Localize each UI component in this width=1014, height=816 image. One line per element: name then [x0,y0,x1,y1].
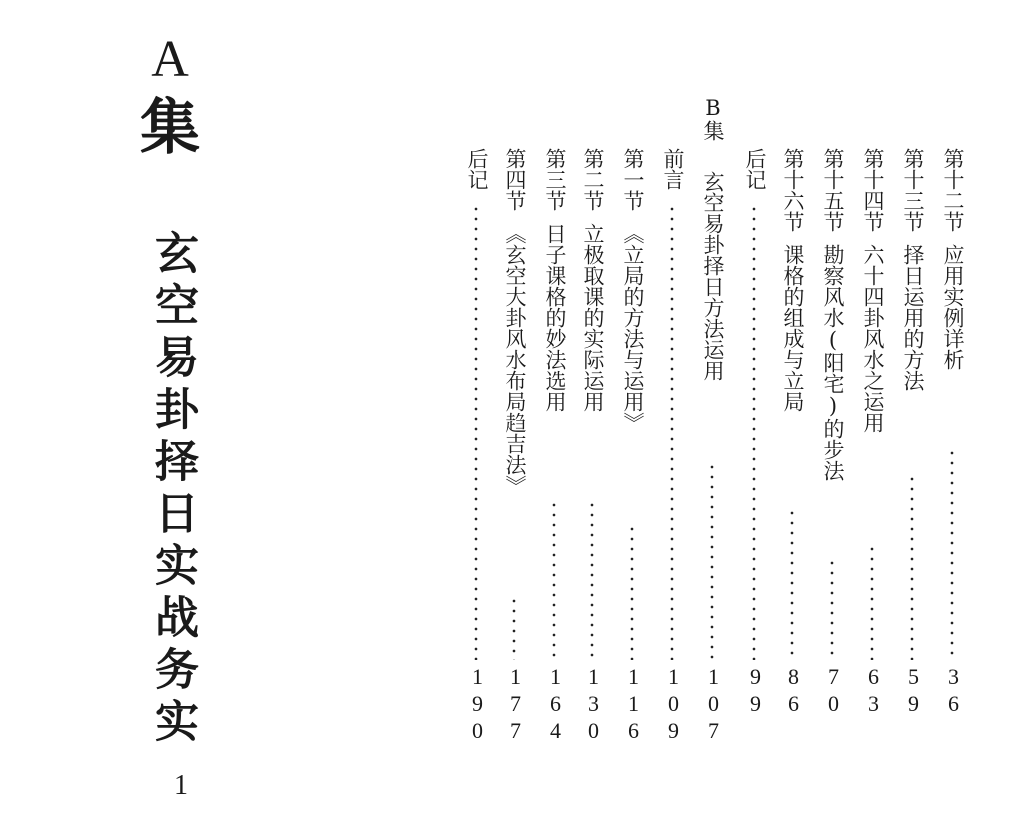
toc-page: 63 [861,664,886,718]
toc-entry [856,148,890,748]
toc-page: 107 [701,664,726,745]
toc-leader [670,204,674,660]
toc-title: 《立局的方法与运用》 [621,223,645,433]
toc-section: 第十五节 [821,148,845,232]
toc-title: 勘察风水(阳宅)的步法 [821,244,845,481]
toc-entry [896,148,930,748]
toc-title: 应用实例详析 [941,244,965,370]
toc-leader [950,448,954,660]
toc-entry [656,148,690,748]
toc-page: 59 [901,664,926,718]
volume-letter: A [151,31,189,88]
toc-title: 六十四卦风水之运用 [861,244,885,433]
toc-title: 课格的组成与立局 [781,244,805,412]
toc-title: 日子课格的妙法选用 [543,223,567,412]
toc-section: 第十六节 [781,148,805,232]
toc-page: 109 [661,664,686,745]
toc-leader [630,524,634,660]
toc-page: 190 [465,664,490,745]
toc-entry [696,96,730,745]
toc-entry [538,148,572,748]
toc-page: 70 [821,664,846,718]
toc-section: 第四节 [503,148,527,211]
toc-entry [460,148,494,748]
toc-entry [616,148,650,748]
toc-page: 99 [743,664,768,718]
toc-page: 130 [581,664,606,745]
toc-leader [790,508,794,660]
toc-section: 第二节 [581,148,605,211]
book-title: 玄空易卦择日实战务实 [147,230,198,750]
toc-entry [738,148,772,748]
toc-section: 第三节 [543,148,567,211]
toc-entry [498,148,532,748]
toc-leader [552,500,556,660]
toc-section: 后记 [465,148,489,190]
toc-section: 前言 [661,148,685,190]
page-number: 1 [174,770,188,801]
toc-page: 177 [503,664,528,745]
toc-section: B集 [701,96,725,141]
toc-entry [576,148,610,748]
toc-page: 116 [621,664,646,745]
toc-leader [870,544,874,660]
toc-leader [590,500,594,660]
toc-leader [752,204,756,660]
toc-section: 第十四节 [861,148,885,232]
toc-entry [776,148,810,748]
toc-leader [474,204,478,660]
toc-page: 36 [941,664,966,718]
toc-section: 第一节 [621,148,645,211]
toc-title: 择日运用的方法 [901,244,925,391]
toc-entry [936,148,970,748]
volume-char: 集 [140,93,200,163]
toc-leader [830,558,834,660]
toc-page: 86 [781,664,806,718]
toc-section: 第十三节 [901,148,925,232]
toc-entry [816,148,850,748]
toc-page: 164 [543,664,568,745]
toc-section: 第十二节 [941,148,965,232]
toc-leader [710,462,714,660]
toc-section: 后记 [743,148,767,190]
toc-title: 玄空易卦择日方法运用 [701,171,725,381]
toc-leader [910,474,914,660]
toc-leader [512,596,516,660]
toc-title: 《玄空大卦风水布局趋吉法》 [503,223,527,496]
toc-title: 立极取课的实际运用 [581,223,605,412]
